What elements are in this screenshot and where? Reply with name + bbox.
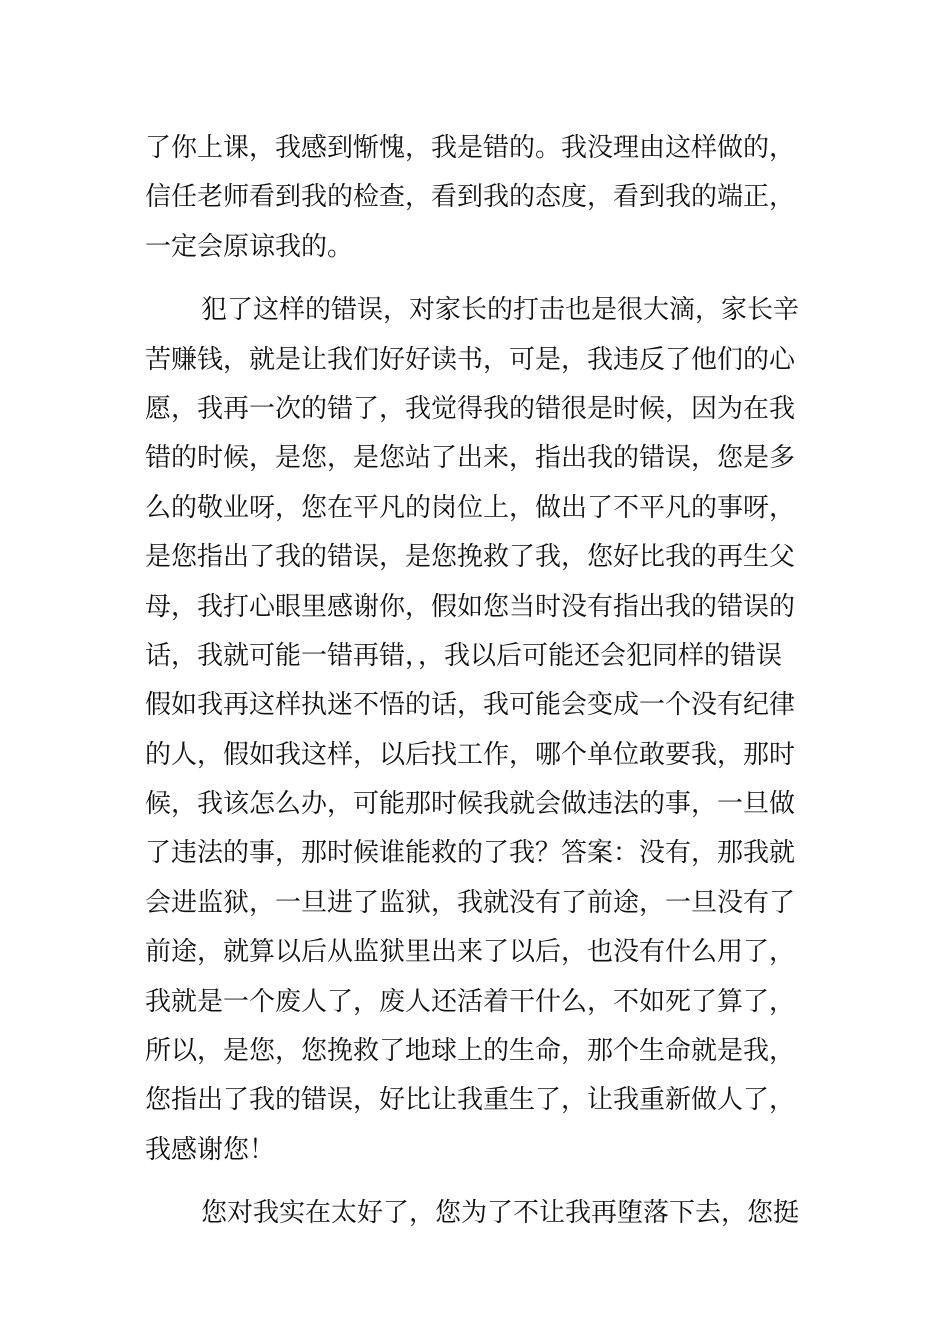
text-line: 母，我打心眼里感谢你，假如您当时没有指出我的错误的 [145, 591, 796, 622]
text-line: 我感谢您！ [145, 1134, 276, 1165]
text-line: 的人，假如我这样，以后找工作，哪个单位敢要我，那时 [145, 739, 796, 770]
paragraph-gap [145, 1175, 810, 1189]
paragraph-gap [145, 272, 810, 286]
text-line: 您对我实在太好了，您为了不让我再堕落下去，您挺 [201, 1198, 800, 1229]
text-line: 一定会原谅我的。 [145, 231, 354, 262]
paragraph-1 [145, 124, 810, 272]
text-line: 您指出了我的错误，好比让我重生了，让我重新做人了， [145, 1085, 796, 1116]
text-line: 愿，我再一次的错了，我觉得我的错很是时候，因为在我 [145, 393, 796, 424]
text-line: 了你上课，我感到惭愧，我是错的。我没理由这样做的， [145, 133, 796, 163]
text-line: 么的敬业呀，您在平凡的岗位上，做出了不平凡的事呀， [145, 492, 796, 523]
text-line: 所以，是您，您挽救了地球上的生命，那个生命就是我， [145, 1036, 796, 1067]
text-line: 假如我再这样执迷不悟的话，我可能会变成一个没有纪律 [145, 690, 796, 721]
text-line: 错的时候，是您，是您站了出来，指出我的错误，您是多 [145, 443, 796, 474]
text-line: 前途，就算以后从监狱里出来了以后，也没有什么用了， [145, 937, 796, 968]
text-line: 我就是一个废人了，废人还活着干什么，不如死了算了， [145, 986, 796, 1017]
paragraph-2 [145, 286, 810, 1175]
text-line: 了违法的事，那时候谁能救的了我？答案：没有，那我就 [145, 838, 796, 869]
text-line: 话，我就可能一错再错，，我以后可能还会犯同样的错误 [145, 640, 783, 671]
text-line: 犯了这样的错误，对家长的打击也是很大滴，家长辛 [201, 295, 800, 326]
text-line: 会进监狱，一旦进了监狱，我就没有了前途，一旦没有了 [145, 887, 796, 918]
text-line: 苦赚钱，就是让我们好好读书，可是，我违反了他们的心 [145, 344, 796, 375]
text-line: 信任老师看到我的检查，看到我的态度，看到我的端正， [145, 182, 796, 213]
text-line: 候，我该怎么办，可能那时候我就会做违法的事，一旦做 [145, 789, 796, 820]
text-line: 是您指出了我的错误，是您挽救了我，您好比我的再生父 [145, 542, 796, 573]
paragraph-3 [145, 1189, 810, 1238]
document-body [145, 124, 810, 1239]
